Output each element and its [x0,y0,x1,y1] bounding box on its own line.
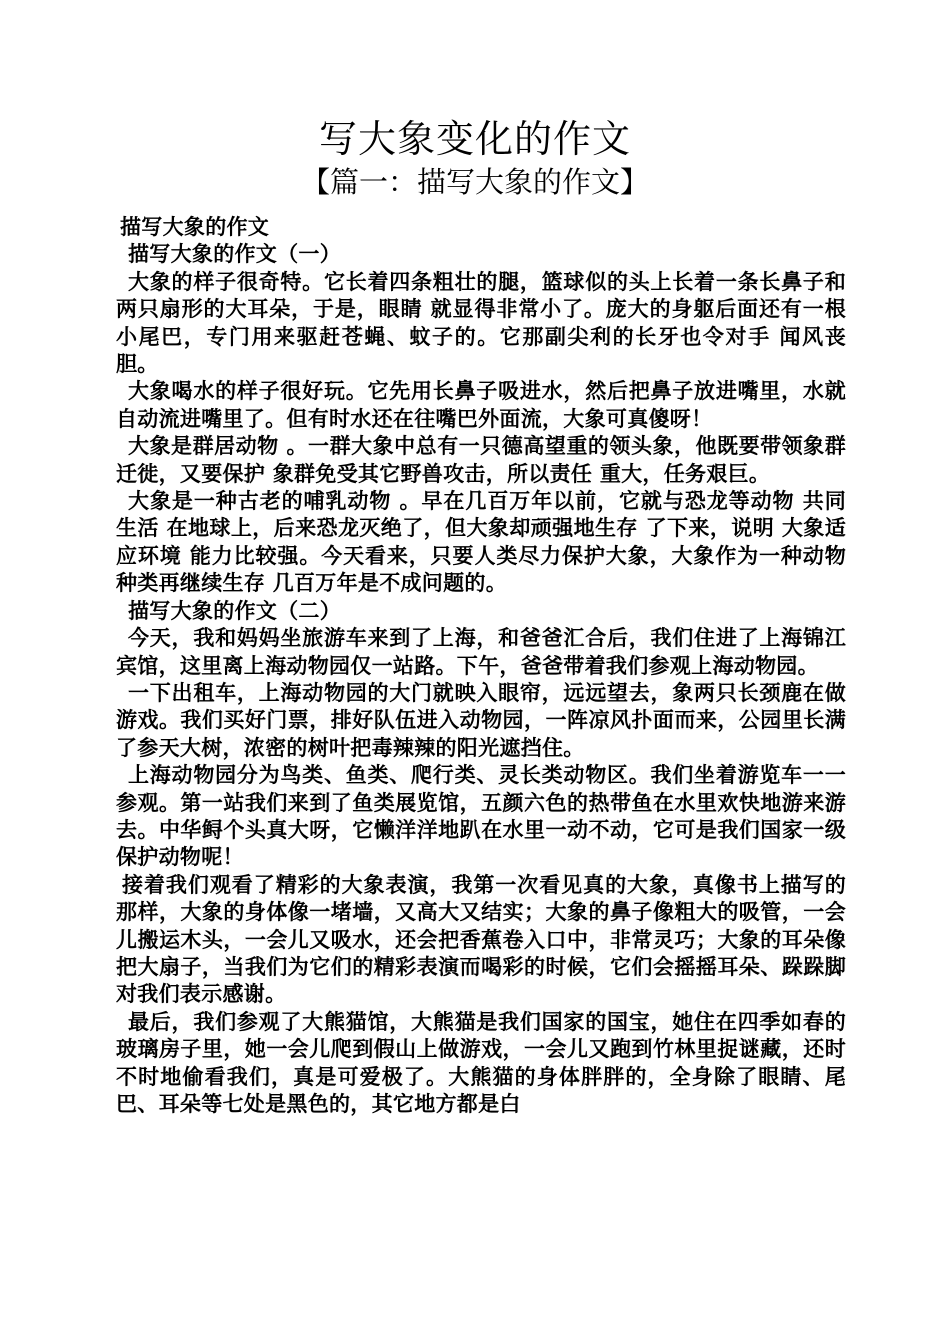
paragraph: 大象喝水的样子很好玩。它先用长鼻子吸进水，然后把鼻子放进嘴里，水就自动流进嘴里了。但有时水还在往嘴巴外面流，大象可真傻呀！ [116,379,846,431]
paragraph: 大象是一种古老的哺乳动物 。早在几百万年以前，它就与恐龙等动物 共同生活 在地球上，后来恐龙灭绝了，但大象却顽强地生存 了下来，说明 大象适应环境 能力比较强。今天看来，只要人类尽力保护大象，大象作为一种动物 种类再继续生存 几百万年是不成问题的。 [116,489,846,596]
paragraph: 最后，我们参观了大熊猫馆，大熊猫是我们国家的国宝，她住在四季如春的玻璃房子里，她一会儿爬到假山上做游戏，一会儿又跑到竹林里捉谜藏，还时不时地偷看我们，真是可爱极了。大熊猫的身体胖胖的，全身除了眼睛、尾巴、耳朵等七处是黑色的，其它地方都是白 [116,1009,846,1116]
paragraph: 今天，我和妈妈坐旅游车来到了上海，和爸爸汇合后，我们住进了上海锦江宾馆，这里离上海动物园仅一站路。下午，爸爸带着我们参观上海动物园。 [116,626,846,678]
section-heading-1: 描写大象的作文（一） [128,242,341,267]
document-subtitle: 【篇一：描写大象的作文】 [300,165,649,199]
paragraph: 大象的样子很奇特。它长着四条粗壮的腿，篮球似的头上长着一条长鼻子和两只扇形的大耳朵，于是，眼睛 就显得非常小了。庞大的身躯后面还有一根小尾巴，专门用来驱赶苍蝇、蚊子的。它那副尖利的长牙也令对手 闻风丧胆。 [116,269,846,377]
paragraph: 一下出租车，上海动物园的大门就映入眼帘，远远望去，象两只长颈鹿在做游戏。我们买好门票，排好队伍进入动物园，一阵凉风扑面而来，公园里长满了参天大树，浓密的树叶把毒辣辣的阳光遮挡住。 [116,680,846,760]
paragraph: 上海动物园分为鸟类、鱼类、爬行类、灵长类动物区。我们坐着游览车一一参观。第一站我们来到了鱼类展览馆，五颜六色的热带鱼在水里欢快地游来游去。中华鲟个头真大呀，它懒洋洋地趴在水里一动不动，它可是我们国家一级保护动物呢！ [116,763,846,870]
document-title: 写大象变化的作文 [318,117,631,161]
main-heading: 描写大象的作文 [120,215,270,239]
section-heading-2: 描写大象的作文（二） [128,598,341,623]
paragraph: 接着我们观看了精彩的大象表演，我第一次看见真的大象，真像书上描写的那样，大象的身体像一堵墙，又高大又结实；大象的鼻子像粗大的吸管，一会儿搬运木头，一会儿又吸水，还会把香蕉卷入口中，非常灵巧；大象的耳朵像把大扇子，当我们为它们的精彩表演而喝彩的时候，它们会摇摇耳朵、跺跺脚对我们表示感谢。 [116,872,846,1007]
document-body [116,214,846,1118]
paragraph: 大象是群居动物 。一群大象中总有一只德高望重的领头象，他既要带领象群迁徙，又要保护 象群免受其它野兽攻击，所以责任 重大，任务艰巨。 [116,434,846,486]
